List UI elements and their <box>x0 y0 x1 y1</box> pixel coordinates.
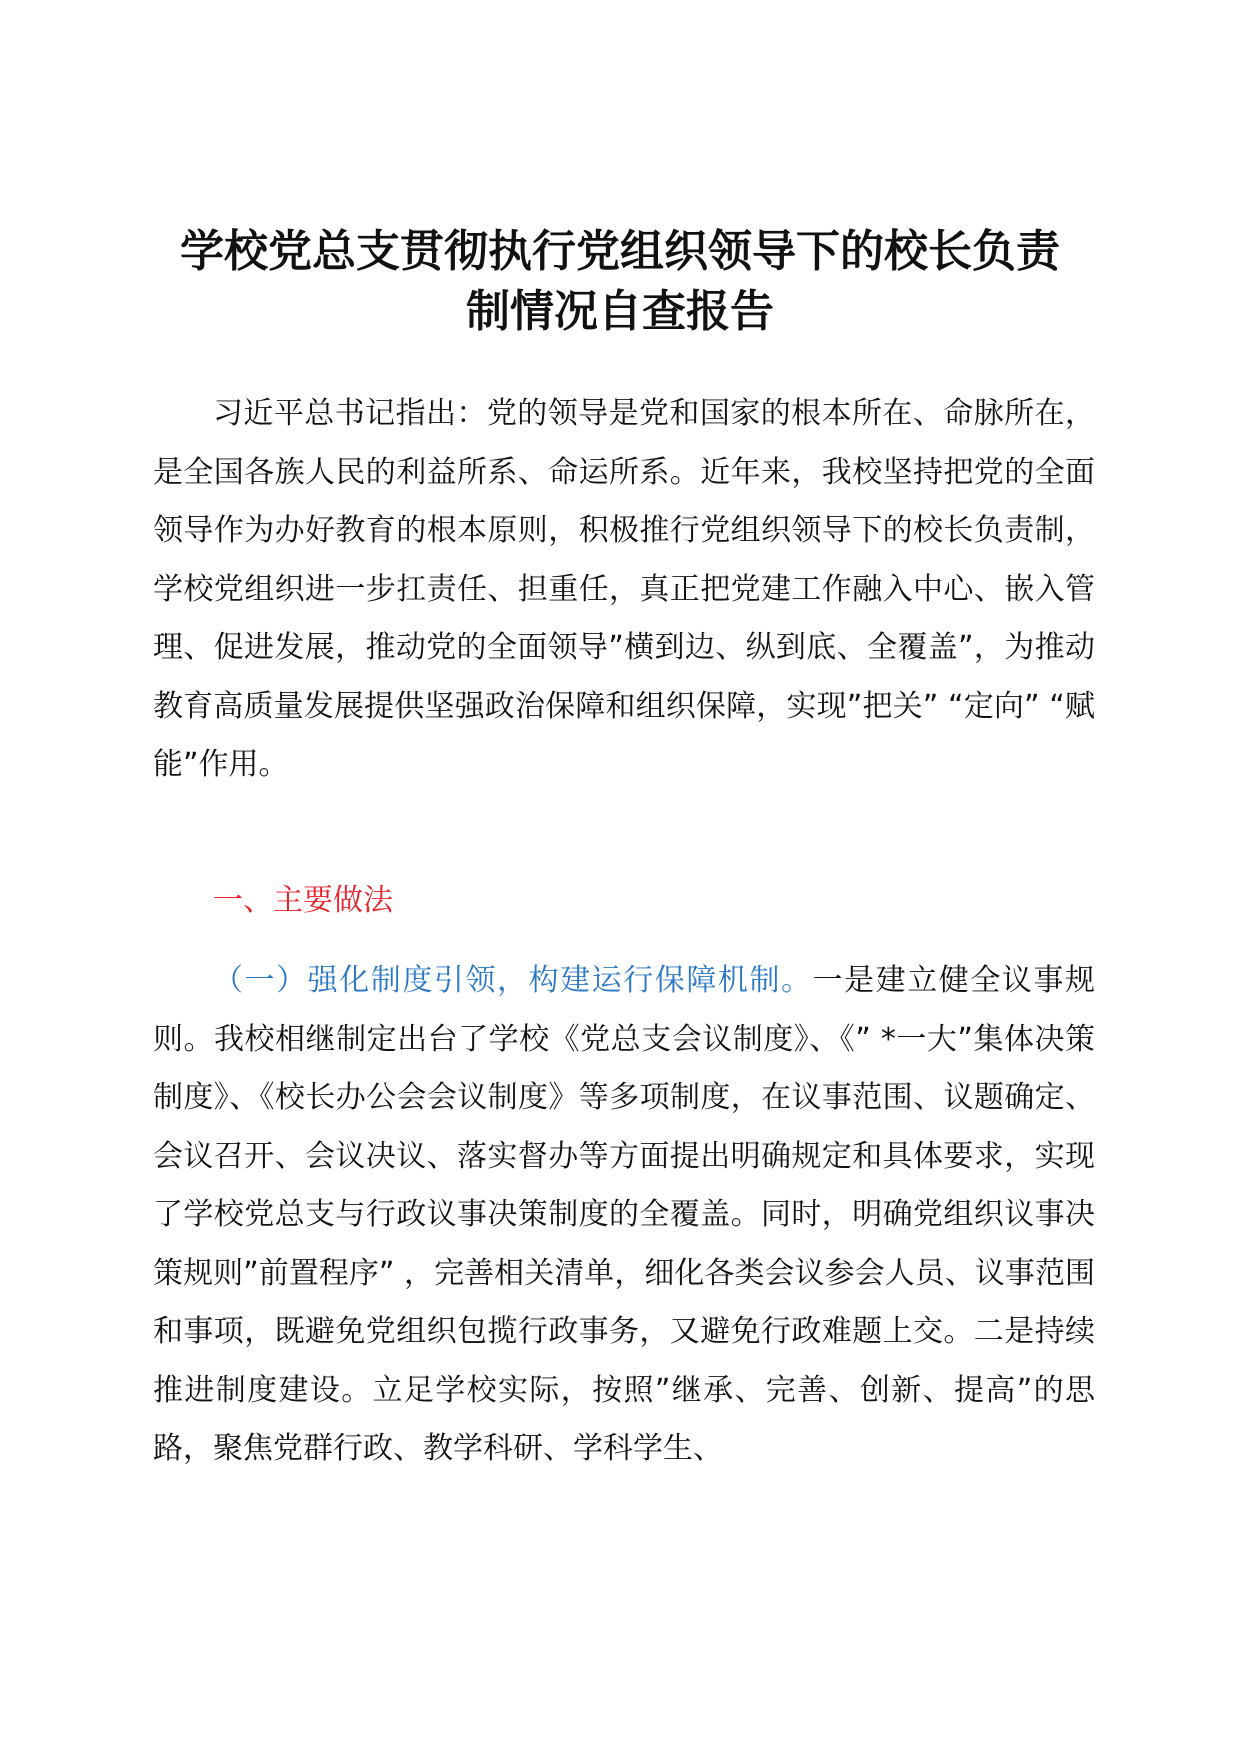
section-heading-main-practices: 一、主要做法 <box>213 883 393 918</box>
document-title-line-1: 学校党总支贯彻执行党组织领导下的校长负责 <box>180 226 1060 277</box>
document-title <box>150 222 1090 342</box>
subsection-heading: （一）强化制度引领，构建运行保障机制。 <box>213 963 813 998</box>
subsection-body: 一是建立健全议事规则。我校相继制定出台了学校《党总支会议制度》、《” *一大”集体决策制度》、《校长办公会会议制度》等多项制度，在议事范围、议题确定、会议召开、会议决议、落实督办等方面提出明确规定和具体要求，实现了学校党总支与行政议事决策制度的全覆盖。同时，明确党组织议事决策规则”前置程序” ，完善相关清单，细化各类会议参会人员、议事范围和事项，既避免党组织包揽行政事务，又避免行政难题上交。二是持续推进制度建设。立足学校实际，按照”继承、完善、创新、提高”的思路，聚焦党群行政、教学科研、学科学生、 <box>153 963 1096 1466</box>
document-title-line-2: 制情况自查报告 <box>466 286 774 337</box>
intro-paragraph: 习近平总书记指出：党的领导是党和国家的根本所在、命脉所在，是全国各族人民的利益所系、命运所系。近年来，我校坚持把党的全面领导作为办好教育的根本原则，积极推行党组织领导下的校长负责制，学校党组织进一步扛责任、担重任，真正把党建工作融入中心、嵌入管理、促进发展，推动党的全面领导”横到边、纵到底、全覆盖”，为推动教育高质量发展提供坚强政治保障和组织保障，实现”把关” “定向” “赋能”作用。 <box>153 396 1095 782</box>
subsection-paragraph <box>153 952 1095 1479</box>
